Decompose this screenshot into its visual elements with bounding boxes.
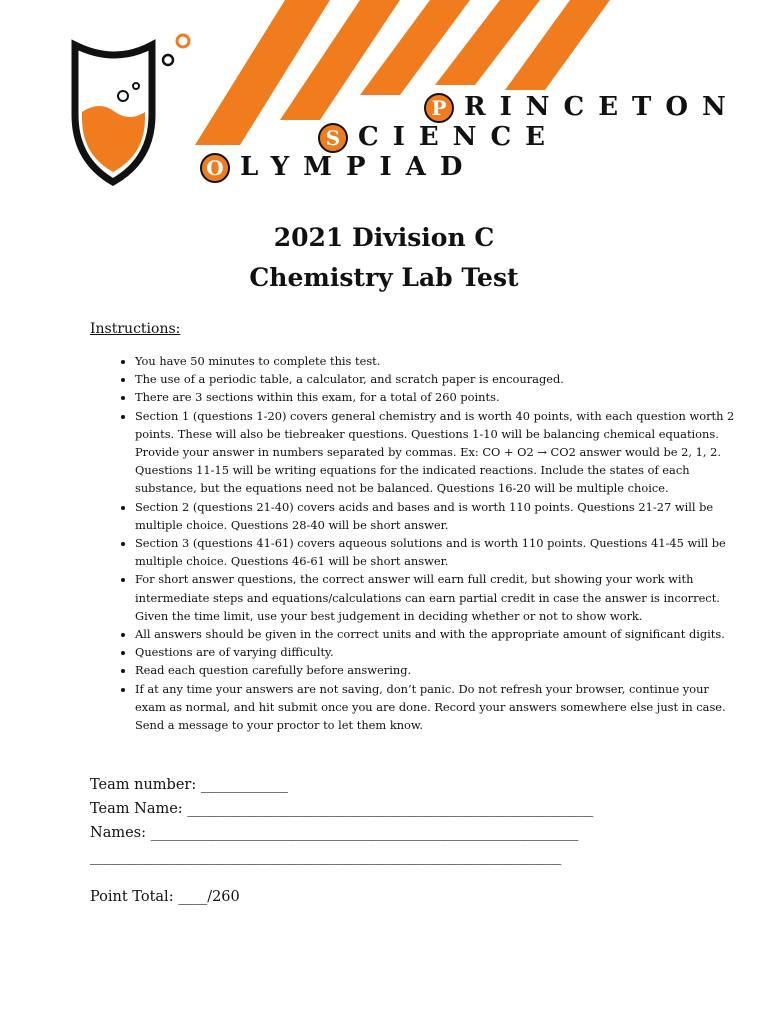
logo-wordmark — [0, 0, 768, 200]
list-item: • Read each question carefully before answering. — [135, 661, 735, 679]
instructions-list — [90, 352, 735, 734]
title-line-1: 2021 Division C — [273, 223, 495, 252]
page-title — [0, 218, 768, 298]
list-item: • You have 50 minutes to complete this test. — [135, 352, 735, 370]
list-item: • Questions are of varying difficulty. — [135, 643, 735, 661]
list-item: • Section 2 (questions 21-40) covers acids and bases and is worth 110 points. Questions 21-27 will be multiple choice. Questions 28-40 will be short answer. — [135, 498, 735, 534]
logo-word-princeton: P RINCETON — [424, 92, 740, 123]
names-extra-line[interactable]: _________________________________________________________________ — [90, 849, 562, 865]
logo-initial: S — [318, 123, 348, 153]
list-item: • There are 3 sections within this exam, for a total of 260 points. — [135, 388, 735, 406]
list-item: • All answers should be given in the correct units and with the appropriate amount of significant digits. — [135, 625, 735, 643]
team-name-field[interactable]: Team Name: ________________________________________________________ — [90, 801, 594, 817]
list-item: • For short answer questions, the correct answer will earn full credit, but showing your work with intermediate steps and equations/calculations can earn partial credit in case the answer is incorrect. Given the time limit, use your best judgement in deciding whether or not to show work. — [135, 570, 735, 625]
logo-word-olympiad: O LYMPIAD — [200, 152, 476, 183]
team-info-fields — [90, 773, 593, 869]
logo-word-science: S CIENCE — [318, 122, 559, 153]
logo-initial: P — [424, 93, 454, 123]
names-field[interactable]: Names: ___________________________________________________________ — [90, 825, 579, 841]
logo-initial: O — [200, 153, 230, 183]
instructions-heading: Instructions: — [90, 321, 181, 337]
list-item: • Section 1 (questions 1-20) covers general chemistry and is worth 40 points, with each question worth 2 points. These will also be tiebreaker questions. Questions 1-10 will be balancing chemical equations. Provide your answer in numbers separated by commas. Ex: CO + O2 → CO2 answer would be 2, 1, 2. Questions 11-15 will be writing equations for the indicated reactions. Include the states of each substance, but the equations need not be balanced. Questions 16-20 will be multiple choice. — [135, 407, 735, 498]
team-number-field[interactable]: Team number: ____________ — [90, 777, 288, 793]
title-line-2: Chemistry Lab Test — [249, 263, 519, 292]
list-item: • Section 3 (questions 41-61) covers aqueous solutions and is worth 110 points. Questions 41-45 will be multiple choice. Questions 46-61 will be short answer. — [135, 534, 735, 570]
point-total-field: Point Total: ____/260 — [90, 889, 240, 905]
list-item: • The use of a periodic table, a calculator, and scratch paper is encouraged. — [135, 370, 735, 388]
list-item: • If at any time your answers are not saving, don’t panic. Do not refresh your browser, continue your exam as normal, and hit submit once you are done. Record your answers somewhere else just in case. Send a message to your proctor to let them know. — [135, 680, 735, 735]
